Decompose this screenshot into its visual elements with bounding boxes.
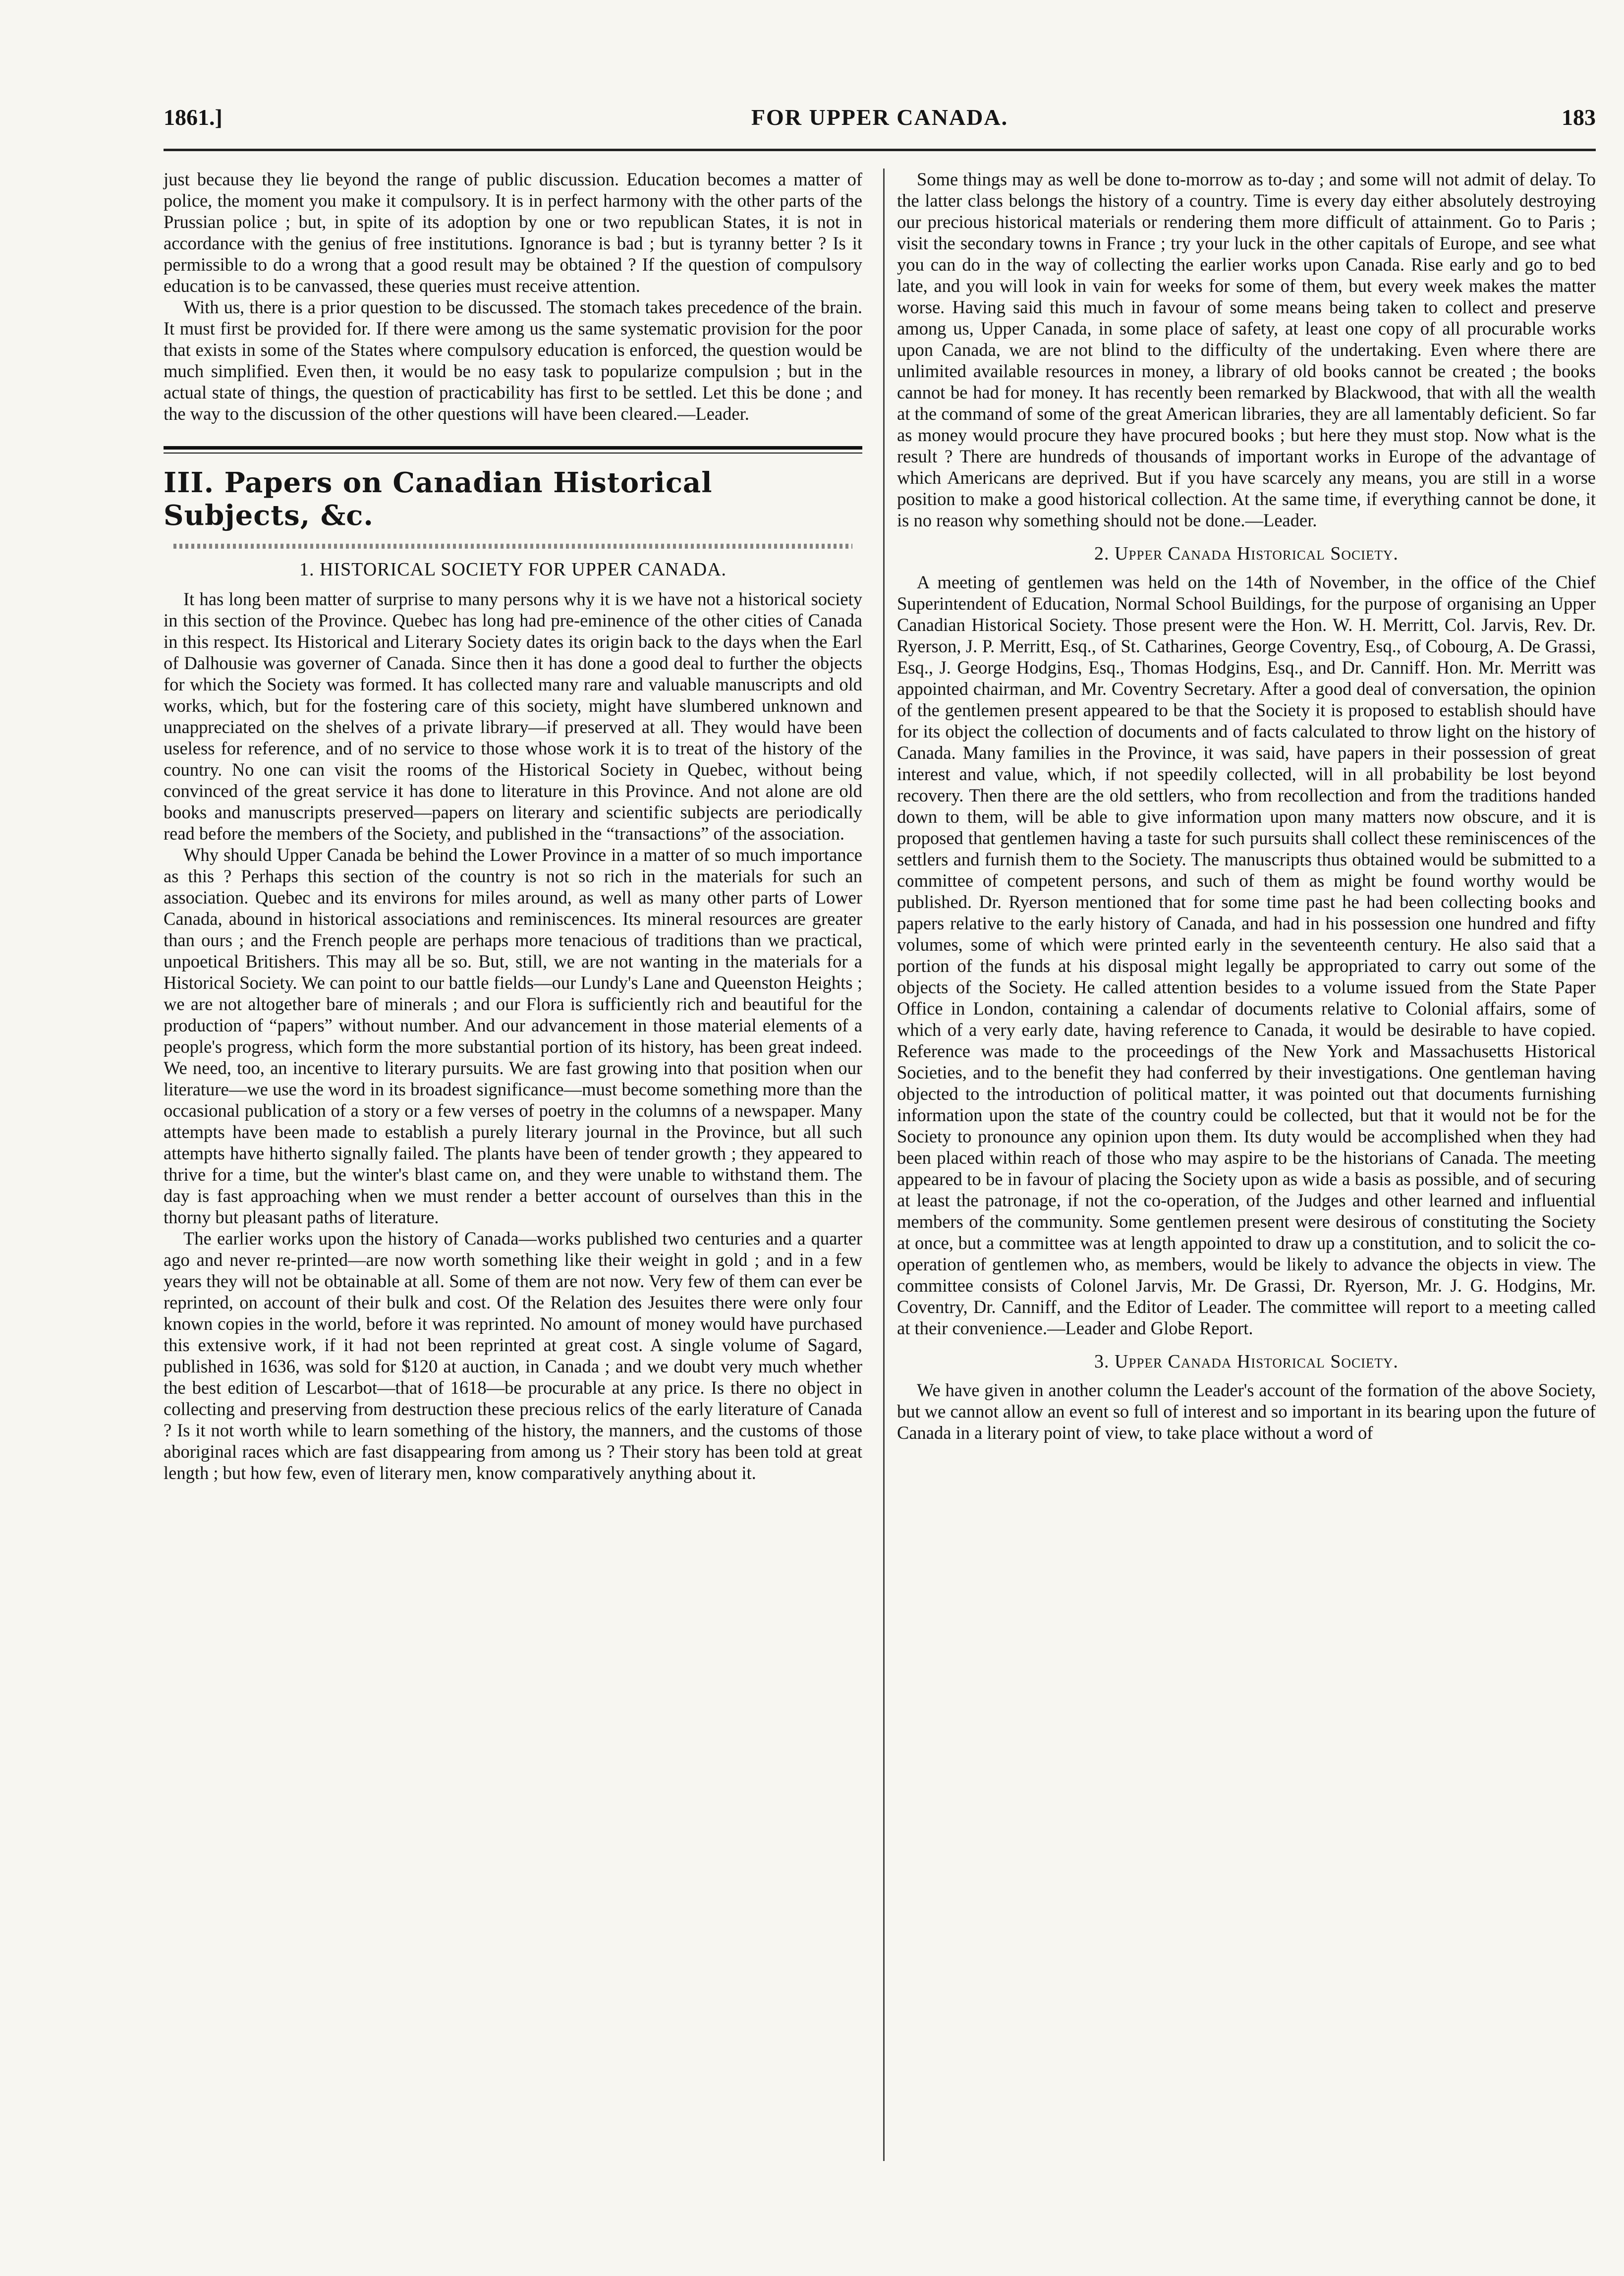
paragraph: It has long been matter of surprise to many persons why it is we have not a historical society in this section of the Province. Quebec has long had pre-eminence of the other cities of Canada in this respect. Its Historical and Literary Society dates its origin back to the days when the Earl of Dalhousie was governer of Canada. Since then it has done a good deal to further the objects for which the Society was formed. It has collected many rare and valuable manuscripts and old works, which, but for the fostering care of this society, might have slumbered unknown and unappreciated on the shelves of a private library—if preserved at all. They would have been useless for reference, and of no service to those whose work it is to treat of the history of the country. No one can visit the rooms of the Historical Society in Quebec, without being convinced of the great service it has done to literature in this Province. And not alone are old books and manuscripts preserved—papers on literary and scientific subjects are periodically read before the members of the Society, and published in the “transactions” of the association. [164,589,862,844]
article-heading: 3. Upper Canada Historical Society. [1094,1351,1399,1372]
left-column [164,169,862,1483]
header-rule [164,149,1596,151]
article-heading: 2. Upper Canada Historical Society. [1094,543,1399,564]
paragraph: We have given in another column the Leader's account of the formation of the above Society, but we cannot allow an event so full of interest and so important in its bearing upon the future of Canada in a literary point of view, to take place without a word of [897,1380,1596,1443]
paragraph: Some things may as well be done to-morrow as to-day ; and some will not admit of delay. To the latter class belongs the history of a country. Time is every day either absolutely destroying our precious historical materials or rendering them more difficult of attainment. Go to Paris ; visit the secondary towns in France ; try your luck in the other capitals of Europe, and see what you can do in the way of collecting the earlier works upon Canada. Rise early and go to bed late, and you will look in vain for weeks for some of them, but every week makes the matter worse. Having said this much in favour of some means being taken to collect and preserve among us, Upper Canada, in some place of safety, at least one copy of all procurable works upon Canada, we are not blind to the difficulty of the undertaking. Even where there are unlimited available resources in money, a library of old books cannot be created ; the books cannot be had for money. It has recently been remarked by Blackwood, that with all the wealth at the command of some of the great American libraries, they are all lamentably deficient. So far as money would procure they have procured books ; but here they must stop. Now what is the result ? There are hundreds of thousands of important works in Europe of the advantage of which Americans are deprived. But if you have scarcely any means, you are still in a worse position to make a good historical collection. At the same time, if everything cannot be done, it is no reason why something should not be done.—Leader. [897,169,1596,530]
running-head-year: 1861.] [164,105,223,130]
right-column [897,169,1596,1443]
paragraph: The earlier works upon the history of Canada—works published two centuries and a quarter ago and never re-printed—are now worth something like their weight in gold ; and in a few years they will not be obtainable at all. Some of them are not now. Very few of them can ever be reprinted, on account of their bulk and cost. Of the Relation des Jesuites there were only four known copies in the world, before it was reprinted. No amount of money would have purchased this extensive work, if it had not been reprinted at great cost. A single volume of Sagard, published in 1636, was sold for $120 at auction, in Canada ; and we doubt very much whether the best edition of Lescarbot—that of 1618—be procurable at any price. Is there no object in collecting and preserving from destruction these precious relics of the early literature of Canada ? Is it not worth while to learn something of the history, the manners, and the customs of those aboriginal races which are fast disappearing from among us ? Their story has been told at great length ; but how few, even of literary men, know comparatively anything about it. [164,1228,862,1483]
paragraph: With us, there is a prior question to be discussed. The stomach takes precedence of the brain. It must first be provided for. If there were among us the same systematic provision for the poor that exists in some of the States where compulsory education is enforced, the question would be much simplified. Even then, it would be no easy task to popularize compulsion ; but in the actual state of things, the question of practicability has first to be settled. Let this be done ; and the way to the discussion of the other questions will have been cleared.—Leader. [164,297,862,424]
paragraph: Why should Upper Canada be behind the Lower Province in a matter of so much importance as this ? Perhaps this section of the country is not so rich in the materials for such an association. Quebec and its environs for miles around, as well as many other parts of Lower Canada, abound in historical associations and reminiscences. Its mineral resources are greater than ours ; and the French people are perhaps more tenacious of traditions than we practical, unpoetical Britishers. This may all be so. But, still, we are not wanting in the materials for a Historical Society. We can point to our battle fields—our Lundy's Lane and Queenston Heights ; we are not altogether bare of minerals ; and our Flora is sufficiently rich and beautiful for the production of “papers” without number. And our advancement in those material elements of a people's progress, which form the more substantial portion of its history, has been great indeed. We need, too, an incentive to literary pursuits. We are fast growing into that position when our literature—we use the word in its broadest significance—must become something more than the occasional publication of a story or a few verses of poetry in the columns of a newspaper. Many attempts have been made to establish a purely literary journal in the Province, but all such attempts have hitherto signally failed. The plants have been of tender growth ; they appeared to thrive for a time, but the winter's blast came on, and they were unable to withstand them. The day is fast approaching when we must render a better account of ourselves than this in the thorny but pleasant paths of literature. [164,845,862,1227]
paragraph: just because they lie beyond the range of public discussion. Education becomes a matter of police, the moment you make it compulsory. It is in perfect harmony with the other parts of the Prussian police ; but, in spite of its adoption by one or two republican States, it is not in accordance with the genius of free institutions. Ignorance is bad ; but is tyranny better ? Is it permissible to do a wrong that a good result may be obtained ? If the question of compulsory education is to be canvassed, these queries must receive attention. [164,169,862,296]
decorative-divider [173,544,852,549]
page-number: 183 [1562,105,1596,130]
running-head [164,99,1596,139]
paragraph: A meeting of gentlemen was held on the 14th of November, in the office of the Chief Superintendent of Education, Normal School Buildings, for the purpose of organising an Upper Canadian Historical Society. Those present were the Hon. W. H. Merritt, Col. Jarvis, Rev. Dr. Ryerson, J. P. Merritt, Esq., of St. Catharines, George Coventry, Esq., of Cobourg, A. De Grassi, Esq., J. George Hodgins, Esq., Thomas Hodgins, Esq., and Dr. Canniff. Hon. Mr. Merritt was appointed chairman, and Mr. Coventry Secretary. After a good deal of conversation, the opinion of the gentlemen present appeared to be that the Society it is proposed to establish should have for its object the collection of documents and of facts calculated to throw light on the history of Canada. Many families in the Province, it was said, have papers in their possession of great interest and value, which, if not speedily collected, will in all probability be lost beyond recovery. Then there are the old settlers, who from recollection and from the traditions handed down to them, will be able to give information upon many matters now obscure, and it is proposed that gentlemen having a taste for such pursuits shall collect these reminiscences of the settlers and furnish them to the Society. The manuscripts thus obtained would be submitted to a committee of competent persons, and such of them as might be found worthy would be published. Dr. Ryerson mentioned that for some time past he had been collecting books and papers relative to the early history of Canada, and had in his possession one hundred and fifty volumes, some of which were printed early in the seventeenth century. He also said that a portion of the funds at his disposal might legally be appropriated to carry out some of the objects of the Society. He called attention besides to a volume issued from the State Paper Office in London, containing a calendar of documents relative to Colonial affairs, some of which of a very early date, having reference to Canada, it would be desirable to have copied. Reference was made to the proceedings of the New York and Massachusetts Historical Societies, and to the benefit they had conferred by their investigations. One gentleman having objected to the introduction of political matter, it was pointed out that documents furnishing information upon the state of the country could be collected, but that it would not be for the Society to pronounce any opinion upon them. Its duty would be accomplished when they had been placed within reach of those who may aspire to be the historians of Canada. The meeting appeared to be in favour of placing the Society upon as wide a basis as possible, and of securing at least the patronage, if not the co-operation, of the Judges and other learned and influential members of the community. Some gentlemen present were desirous of constituting the Society at once, but a committee was at length appointed to draw up a constitution, and to solicit the co-operation of gentlemen who, as members, would be likely to advance the objects in view. The committee consists of Colonel Jarvis, Mr. De Grassi, Dr. Ryerson, Mr. J. G. Hodgins, Mr. Coventry, Dr. Canniff, and the Editor of Leader. The committee will report to a meeting called at their convenience.—Leader and Globe Report. [897,572,1596,1338]
section-rule-thin [164,453,862,454]
column-divider [883,169,885,2161]
section-rule [164,446,862,450]
section-title: III. Papers on Canadian Historical Subjects, &c. [164,466,713,532]
article-heading: 1. HISTORICAL SOCIETY FOR UPPER CANADA. [299,559,727,580]
running-head-title: FOR UPPER CANADA. [751,105,1008,130]
